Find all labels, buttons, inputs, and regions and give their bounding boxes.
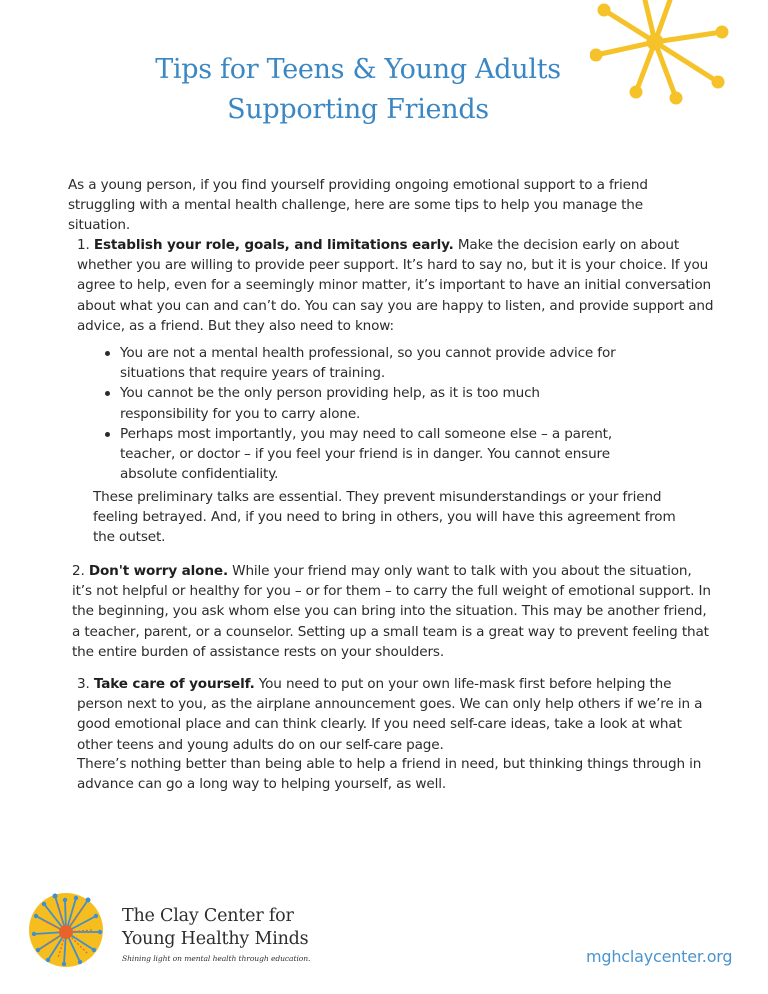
tip-2-body: While your friend may only want to talk with you about the situation, it’s not helpful or healthy for you – or for them – to carry the full weight of emotional support. In the beginning, you ask whom else you can bring into the situation. This may be another friend, a teacher, parent, or a counselor. Setting up a small team is a great way to prevent feeling that the entire burden of assistance rests on your shoulders. (72, 563, 711, 660)
tip-1-body: Make the decision early on about whether you are willing to provide peer support. It’s hard to say no, but it is your choice. If you agree to help, even for a seemingly minor matter, it’s important to have an initial conversation about what you can and can’t do. You can say you are happy to listen, and provide support and advice, as a friend. But they also need to know: (77, 237, 714, 334)
tip-2 (72, 561, 712, 662)
website-link[interactable]: mghclaycenter.org (586, 947, 733, 966)
tip-1 (77, 235, 717, 336)
tip-2-heading: Don't worry alone. (88, 563, 228, 579)
title-line-2: Supporting Friends (227, 94, 489, 125)
org-tagline: Shining light on mental health through education. (122, 954, 311, 963)
tip-3-body: You need to put on your own life-mask first before helping the person next to you, as the airplane announcement goes. We can only help others if we’re in a good emotional place and can think clearly. If you need self-care ideas, take a look at what other teens and young adults do on our self-care page. (77, 676, 703, 753)
starburst-icon (590, 0, 730, 105)
intro-paragraph: As a young person, if you find yourself providing ongoing emotional support to a friend struggling with a mental health challenge, here are some tips to help you manage the situation. (68, 177, 648, 234)
closing-paragraph: There’s nothing better than being able to help a friend in need, but thinking things through in advance can go a long way to helping yourself, as well. (77, 756, 702, 793)
org-name-line-1: The Clay Center for (122, 906, 294, 926)
bullet-item: You cannot be the only person providing help, as it is too much responsibility for you to carry alone. (104, 383, 624, 423)
tip-3 (77, 674, 717, 755)
tip-2-number: 2. (72, 563, 85, 579)
bullet-item: You are not a mental health professional, so you cannot provide advice for situations that require years of training. (104, 343, 624, 383)
tip-1-number: 1. (77, 237, 90, 253)
title-line-1: Tips for Teens & Young Adults (155, 54, 561, 85)
tip-3-heading: Take care of yourself. (93, 676, 255, 692)
tip-1-followup: These preliminary talks are essential. They prevent misunderstandings or your friend feeling betrayed. And, if you need to bring in others, you will have this agreement from the outset. (93, 489, 676, 546)
bullet-item: Perhaps most importantly, you may need to call someone else – a parent, teacher, or doctor – if you feel your friend is in danger. You cannot ensure absolute confidentiality. (104, 424, 624, 485)
clay-center-sunburst-logo-icon (28, 892, 104, 968)
tip-1-heading: Establish your role, goals, and limitations early. (93, 237, 454, 253)
org-name-line-2: Young Healthy Minds (122, 929, 309, 949)
tip-3-number: 3. (77, 676, 90, 692)
tip-1-bullet-list (104, 343, 624, 484)
org-name (122, 905, 308, 951)
